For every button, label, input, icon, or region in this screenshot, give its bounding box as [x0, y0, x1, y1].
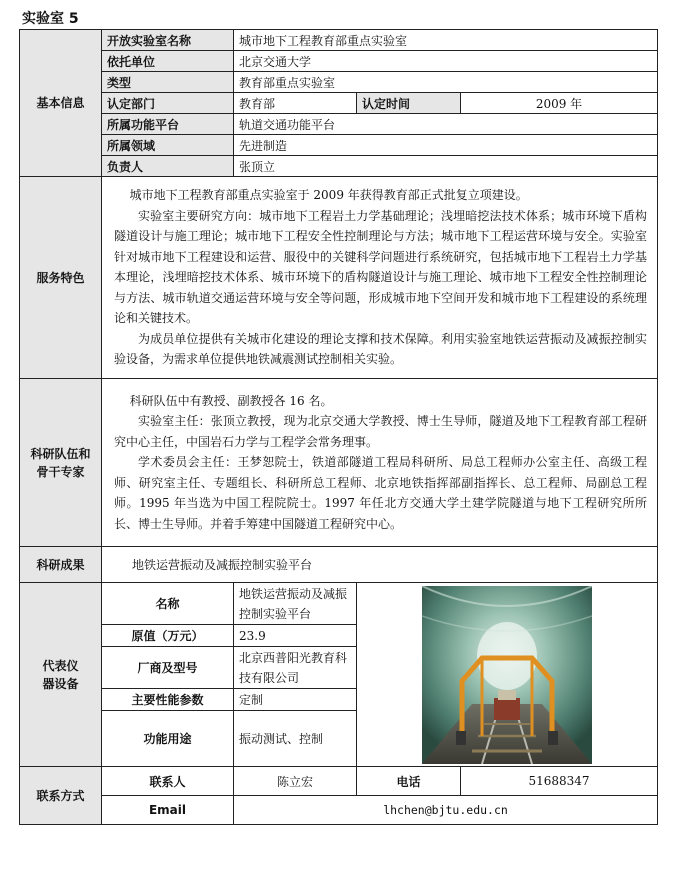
dept-value: 教育部	[234, 93, 357, 114]
section-team-label: 科研队伍和骨干专家	[30, 446, 91, 479]
dept-label: 认定部门	[102, 93, 234, 114]
section-results: 科研成果	[20, 547, 102, 583]
type-value: 教育部重点实验室	[234, 72, 658, 93]
team-para-3: 学术委员会主任：王梦恕院士，铁道部隧道工程局科研所、局总工程师办公室主任、高级工程师、研究室主任、专题组长、科研所总工程师、北京地铁指挥部副指挥长、总工程师、局副总工程师。1995 年当选为中国工程院院士。1997 年任北方交通大学土建学院隧道与地下工程研究所所长、博士生导师。并着手筹建中国隧道工程研究中心。	[114, 455, 648, 531]
lab-name-value: 城市地下工程教育部重点实验室	[234, 30, 658, 51]
time-value: 2009 年	[461, 93, 658, 114]
contact-person-value: 陈立宏	[234, 767, 357, 796]
instr-price-label: 原值（万元）	[102, 625, 234, 647]
instr-use-label: 功能用途	[102, 711, 234, 767]
contact-person-label: 联系人	[102, 767, 234, 796]
lead-value: 张顶立	[234, 156, 658, 177]
instr-perf-value: 定制	[234, 689, 357, 711]
field-value: 先进制造	[234, 135, 658, 156]
tunnel-photo	[422, 586, 592, 764]
service-description	[102, 177, 658, 379]
section-team	[20, 379, 102, 547]
host-label: 依托单位	[102, 51, 234, 72]
lab-name-label: 开放实验室名称	[102, 30, 234, 51]
time-label: 认定时间	[357, 93, 461, 114]
field-label: 所属领域	[102, 135, 234, 156]
instr-maker-label: 厂商及型号	[102, 647, 234, 689]
page-title: 实验室 5	[22, 11, 79, 27]
team-description	[102, 379, 658, 547]
team-para-1: 科研队伍中有教授、副教授各 16 名。	[129, 393, 333, 408]
service-para-3: 为成员单位提供有关城市化建设的理论支撑和技术保障。利用实验室地铁运营振动及减振控制实验设备，为需求单位提供地铁减震测试控制相关实验。	[114, 331, 648, 367]
contact-phone-label: 电话	[357, 767, 461, 796]
platform-label: 所属功能平台	[102, 114, 234, 135]
lead-label: 负责人	[102, 156, 234, 177]
section-instrument	[20, 583, 102, 767]
instr-name-label: 名称	[102, 583, 234, 625]
host-value: 北京交通大学	[234, 51, 658, 72]
contact-phone-value: 51688347	[461, 767, 658, 796]
instrument-photo-cell	[357, 583, 658, 767]
lab-info-table	[19, 29, 658, 825]
platform-value: 轨道交通功能平台	[234, 114, 658, 135]
team-para-2: 实验室主任：张顶立教授，现为北京交通大学教授、博士生导师，隧道及地下工程教育部工程研究中心主任，中国岩石力学与工程学会常务理事。	[114, 414, 648, 449]
results-value: 地铁运营振动及减振控制实验平台	[102, 547, 658, 583]
instr-name-value: 地铁运营振动及减振控制实验平台	[234, 583, 357, 625]
service-para-1: 城市地下工程教育部重点实验室于 2009 年获得教育部正式批复立项建设。	[129, 188, 528, 203]
contact-email-value[interactable]: lhchen@bjtu.edu.cn	[234, 796, 658, 825]
section-instrument-label: 代表仪器设备	[42, 658, 79, 691]
instr-use-value: 振动测试、控制	[234, 711, 357, 767]
instr-perf-label: 主要性能参数	[102, 689, 234, 711]
section-service: 服务特色	[20, 177, 102, 379]
instr-maker-value: 北京西普阳光教育科技有限公司	[234, 647, 357, 689]
contact-email-label: Email	[102, 796, 234, 825]
section-basic: 基本信息	[20, 30, 102, 177]
section-contact: 联系方式	[20, 767, 102, 825]
service-para-2: 实验室主要研究方向：城市地下工程岩土力学基础理论；浅埋暗挖法技术体系；城市环境下盾构隧道设计与施工理论；城市地下工程安全性控制理论与方法；城市地下工程运营环境与安全。实验室针对城市地下工程建设和运营、服役中的关键科学问题进行系统研究，包括城市地下工程岩土力学基本理论，浅埋暗挖技术体系、城市环境下的盾构隧道设计与施工理论、城市地下工程安全性控制理论与方法、城市轨道交通运营环境与安全等问题，形成城市地下空间开发和城市地下工程建设的系统理论和关键技术。	[114, 208, 648, 326]
type-label: 类型	[102, 72, 234, 93]
instr-price-value: 23.9	[234, 625, 357, 647]
